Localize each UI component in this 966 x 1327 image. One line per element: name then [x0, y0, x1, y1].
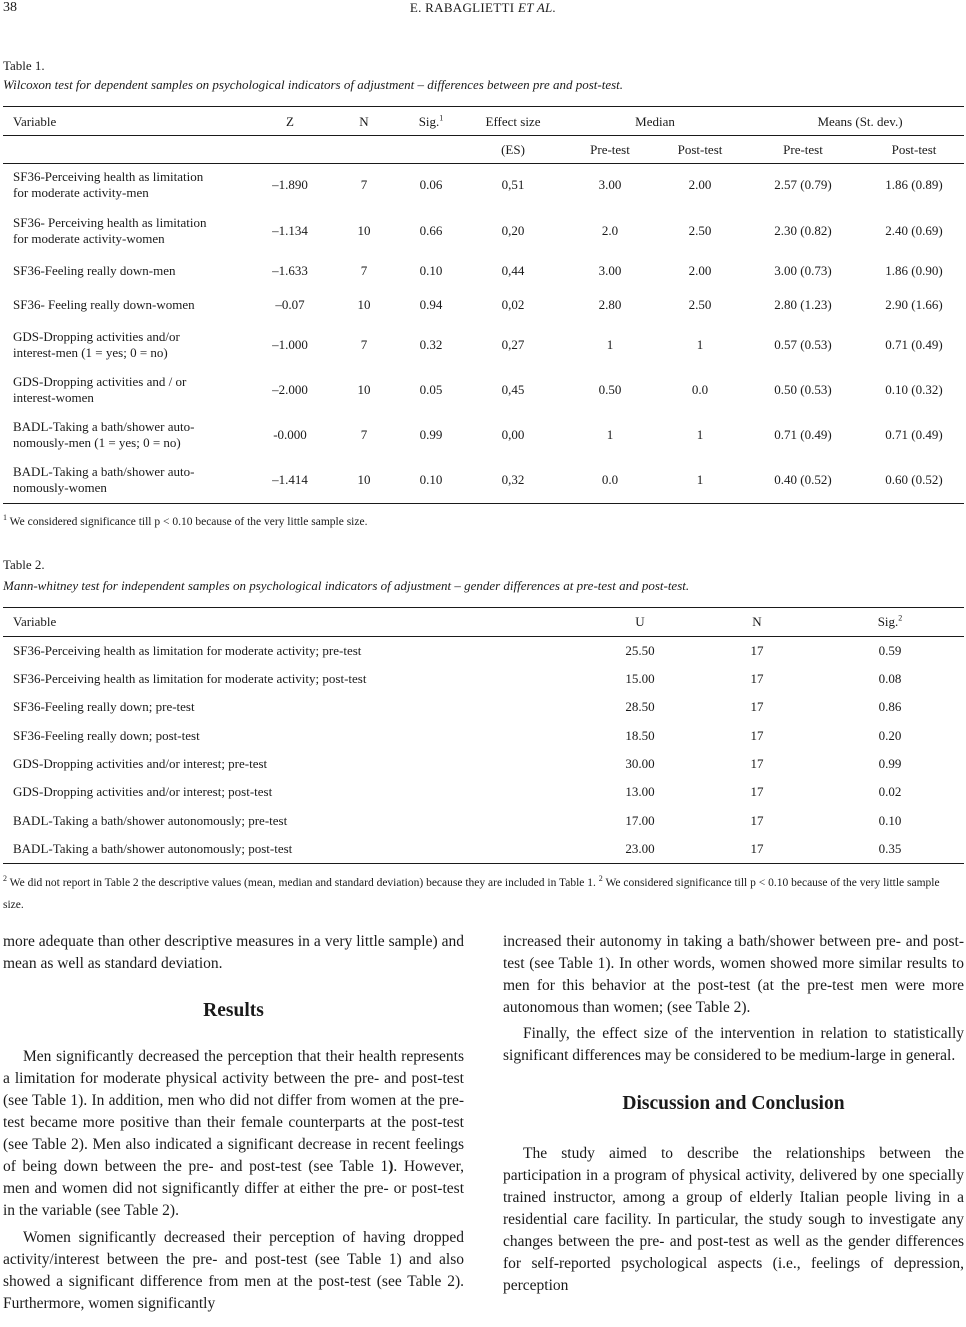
t1-row-1-sig: 0.66	[419, 223, 443, 238]
body-left-column	[3, 931, 464, 1315]
t1-row-5-median-post: 0.0	[691, 382, 709, 397]
t2-header-n: N	[752, 614, 762, 629]
t1-row-0-means-pre: 2.57 (0.79)	[774, 177, 832, 192]
t1-row-7-z: –1.414	[272, 472, 308, 487]
t1-row-5-variable: GDS-Dropping activities and / or interest-women	[13, 374, 187, 405]
t1-row-3-z: –0.07	[275, 297, 305, 312]
t2-row-4-u: 30.00	[625, 756, 655, 771]
t2-row-7-u: 23.00	[625, 841, 655, 856]
t1-row-6-sig: 0.99	[419, 427, 443, 442]
t1-row-1-n: 10	[357, 223, 371, 238]
t2-row-3-n: 17	[750, 728, 764, 743]
t1-row-3-means-pre: 2.80 (1.23)	[774, 297, 832, 312]
t1-header-es: (ES)	[501, 142, 525, 157]
t1-row-1-median-post: 2.50	[688, 223, 712, 238]
page-header	[0, 0, 966, 24]
t2-row-7-sig: 0.35	[878, 841, 902, 856]
t1-row-4-sig: 0.32	[419, 337, 443, 352]
t2-row-6-variable: BADL-Taking a bath/shower autonomously; pre-test	[13, 813, 288, 828]
t1-row-0-es: 0,51	[501, 177, 525, 192]
t2-row-5-u: 13.00	[625, 784, 655, 799]
t1-row-4-variable: GDS-Dropping activities and/or interest-men (1 = yes; 0 = no)	[13, 329, 180, 360]
body-left-paragraph-0: more adequate than other descriptive measures in a very little sample) and mean as well as standard deviation.	[3, 933, 464, 972]
t2-row-1-u: 15.00	[625, 671, 655, 686]
t2-row-0-variable: SF36-Perceiving health as limitation for moderate activity; pre-test	[13, 643, 362, 658]
t1-row-7-median-post: 1	[696, 472, 704, 487]
t1-row-7-es: 0,32	[501, 472, 525, 487]
table1-caption: Wilcoxon test for dependent samples on psychological indicators of adjustment – differences between pre and post-test.	[3, 77, 624, 92]
body-left-paragraph-2: Women significantly decreased their perception of having dropped activity/interest between the pre- and post-test (see Table 1) and also showed a significant difference from men at the post-test (see Table 2). Furthermore, women significantly	[3, 1229, 464, 1312]
t1-row-4-median-post: 1	[696, 337, 704, 352]
body-right-column	[503, 931, 964, 1297]
t2-row-2-sig: 0.86	[878, 699, 902, 714]
t1-row-0-median-post: 2.00	[688, 177, 712, 192]
table1-label: Table 1.	[3, 58, 45, 73]
t1-header-means-post: Post-test	[891, 142, 937, 157]
t1-row-0-variable: SF36-Perceiving health as limitation for moderate activity-men	[13, 169, 204, 200]
t1-row-6-median-post: 1	[696, 427, 704, 442]
t2-row-6-n: 17	[750, 813, 764, 828]
table1-bottom-rule	[3, 503, 964, 504]
t1-header-n: N	[359, 114, 369, 129]
table1-header-rule	[3, 135, 964, 136]
t1-row-2-es: 0,44	[501, 263, 525, 278]
t2-row-7-variable: BADL-Taking a bath/shower autonomously; post-test	[13, 841, 293, 856]
t2-row-0-u: 25.50	[625, 643, 655, 658]
t1-row-7-sig: 0.10	[419, 472, 443, 487]
table2-label: Table 2.	[3, 557, 45, 572]
t1-row-7-n: 10	[357, 472, 371, 487]
t1-row-2-median-post: 2.00	[688, 263, 712, 278]
table1-footnote: $^1$ We considered significance till p < 0.10 because of the very little sample size.	[3, 513, 368, 528]
table2-top-rule	[3, 607, 964, 608]
t2-row-1-variable: SF36-Perceiving health as limitation for moderate activity; post-test	[13, 671, 367, 686]
t1-row-6-median-pre: 1	[606, 427, 614, 442]
t1-row-4-means-post: 0.71 (0.49)	[885, 337, 943, 352]
t2-row-3-variable: SF36-Feeling really down; post-test	[13, 728, 200, 743]
t1-row-7-means-pre: 0.40 (0.52)	[774, 472, 832, 487]
t1-row-2-z: –1.633	[272, 263, 308, 278]
body-right-paragraph-1: Finally, the effect size of the intervention in relation to statistically significant differences may be considered to be medium-large in general.	[503, 1025, 964, 1064]
t1-row-1-means-pre: 2.30 (0.82)	[774, 223, 832, 238]
results-heading: Results	[203, 1000, 264, 1021]
t1-row-3-es: 0,02	[501, 297, 525, 312]
t1-row-5-z: –2.000	[272, 382, 308, 397]
running-head-author: E. RABAGLIETTI	[409, 0, 515, 15]
t1-row-6-n: 7	[360, 427, 368, 442]
t1-row-7-means-post: 0.60 (0.52)	[885, 472, 943, 487]
t1-row-3-sig: 0.94	[419, 297, 443, 312]
t1-row-6-variable: BADL-Taking a bath/shower auto- nomously-men (1 = yes; 0 = no)	[13, 419, 195, 450]
t2-row-3-u: 18.50	[625, 728, 655, 743]
t1-header-effect-size: Effect size	[485, 114, 541, 129]
t1-row-2-n: 7	[360, 263, 368, 278]
t2-row-2-u: 28.50	[625, 699, 655, 714]
t1-row-1-means-post: 2.40 (0.69)	[885, 223, 943, 238]
t1-row-0-n: 7	[360, 177, 368, 192]
t2-row-1-sig: 0.08	[878, 671, 902, 686]
t1-header-median: Median	[635, 114, 675, 129]
t1-row-3-means-post: 2.90 (1.66)	[885, 297, 943, 312]
body-right-paragraph-0: increased their autonomy in taking a bath/shower between pre- and post-test (see Table 1). In other words, women showed more similar results to men for this behavior at the post-test (at the pre-test men were more autonomous than women; (see Table 2).	[503, 933, 964, 1016]
running-head-etal: ET AL.	[517, 0, 557, 15]
t2-row-2-n: 17	[750, 699, 764, 714]
t1-row-3-median-pre: 2.80	[598, 297, 622, 312]
t2-header-u: U	[635, 614, 645, 629]
t2-row-4-sig: 0.99	[878, 756, 902, 771]
t1-row-5-es: 0,45	[501, 382, 525, 397]
discussion-heading: Discussion and Conclusion	[622, 1093, 845, 1114]
t1-row-0-z: –1.890	[272, 177, 308, 192]
t2-row-4-variable: GDS-Dropping activities and/or interest; pre-test	[13, 756, 268, 771]
t1-row-5-sig: 0.05	[419, 382, 443, 397]
t1-header-median-post: Post-test	[677, 142, 723, 157]
t1-row-6-means-pre: 0.71 (0.49)	[774, 427, 832, 442]
t1-row-1-median-pre: 2.0	[601, 223, 619, 238]
t1-row-3-variable: SF36- Feeling really down-women	[13, 297, 195, 312]
table2-header-rule	[3, 636, 964, 637]
t1-row-0-means-post: 1.86 (0.89)	[885, 177, 943, 192]
t2-row-0-n: 17	[750, 643, 764, 658]
t1-row-5-means-post: 0.10 (0.32)	[885, 382, 943, 397]
t1-row-6-means-post: 0.71 (0.49)	[885, 427, 943, 442]
table1-top-rule	[3, 106, 964, 107]
t1-row-1-es: 0,20	[501, 223, 525, 238]
t1-header-means: Means (St. dev.)	[817, 114, 903, 129]
t1-row-6-es: 0,00	[501, 427, 525, 442]
t2-header-sig: Sig.$^2$	[877, 613, 903, 629]
t1-row-2-median-pre: 3.00	[598, 263, 622, 278]
t1-row-3-n: 10	[357, 297, 371, 312]
t1-row-0-median-pre: 3.00	[598, 177, 622, 192]
t2-row-4-n: 17	[750, 756, 764, 771]
t2-row-5-n: 17	[750, 784, 764, 799]
t2-row-5-variable: GDS-Dropping activities and/or interest; post-test	[13, 784, 273, 799]
t2-row-3-sig: 0.20	[878, 728, 902, 743]
t1-header-means-pre: Pre-test	[783, 142, 823, 157]
table2-footnote: $^2$ We did not report in Table 2 the descriptive values (mean, median and standard deviation) because they are included in Table 1. $^2$ We considered significance till p < 0.10 because of the very little sample size.	[3, 874, 940, 911]
body-right-paragraph-2: The study aimed to describe the relationships between the participation in a program of physical activity, delivered by one specially trained instructor, among a group of elderly Italian people living in a residential care facility. In particular, the study sough to investigate any changes between the pre- and post-test as well as the gender differences for self-reported psychological aspects (i.e., feelings of depression, perception	[503, 1145, 964, 1294]
t1-row-1-variable: SF36- Perceiving health as limitation for moderate activity-women	[13, 215, 207, 246]
body-left-paragraph-1: Men significantly decreased the perception that their health represents a limitation for moderate physical activity between the pre- and post-test (see Table 1). In addition, men who did not differ from women at the pre-test became more positive than their female counterparts at the post-test (see Table 2). Men also indicated a significant decrease in recent feelings of being down between the pre- and post-test (see Table 1). However, men and women did not significantly differ at either the pre- or post-test in the variable (see Table 2).	[3, 1048, 464, 1219]
t1-row-2-variable: SF36-Feeling really down-men	[13, 263, 176, 278]
page-number: 38	[3, 0, 17, 15]
t2-header-variable: Variable	[13, 614, 57, 629]
t1-header-sig: Sig.$^1$	[418, 113, 444, 129]
t2-row-6-u: 17.00	[625, 813, 655, 828]
t2-row-7-n: 17	[750, 841, 764, 856]
table2-caption: Mann-whitney test for independent samples on psychological indicators of adjustment – gender differences at pre-test and post-test.	[3, 578, 690, 593]
t1-header-z: Z	[286, 114, 294, 129]
t1-row-4-es: 0,27	[501, 337, 525, 352]
t1-row-4-median-pre: 1	[606, 337, 614, 352]
t1-row-4-z: –1.000	[272, 337, 308, 352]
t1-row-4-n: 7	[360, 337, 368, 352]
running-head	[0, 0, 966, 16]
t1-row-2-means-pre: 3.00 (0.73)	[774, 263, 832, 278]
t1-row-7-median-pre: 0.0	[601, 472, 619, 487]
t1-row-7-variable: BADL-Taking a bath/shower auto- nomously-women	[13, 464, 195, 495]
t1-row-3-median-post: 2.50	[688, 297, 712, 312]
table1-subheader-rule	[3, 163, 964, 164]
t1-row-0-sig: 0.06	[419, 177, 443, 192]
t1-row-5-means-pre: 0.50 (0.53)	[774, 382, 832, 397]
table2-bottom-rule	[3, 863, 964, 864]
t1-row-5-n: 10	[357, 382, 371, 397]
t2-row-2-variable: SF36-Feeling really down; pre-test	[13, 699, 195, 714]
t1-row-6-z: -0.000	[273, 427, 307, 442]
t1-header-variable: Variable	[13, 114, 57, 129]
t2-row-6-sig: 0.10	[878, 813, 902, 828]
t1-row-2-sig: 0.10	[419, 263, 443, 278]
t1-row-1-z: –1.134	[272, 223, 308, 238]
t2-row-1-n: 17	[750, 671, 764, 686]
t1-row-4-means-pre: 0.57 (0.53)	[774, 337, 832, 352]
t2-row-5-sig: 0.02	[878, 784, 902, 799]
t1-row-5-median-pre: 0.50	[598, 382, 622, 397]
t1-header-median-pre: Pre-test	[590, 142, 630, 157]
t1-row-2-means-post: 1.86 (0.90)	[885, 263, 943, 278]
t2-row-0-sig: 0.59	[878, 643, 902, 658]
